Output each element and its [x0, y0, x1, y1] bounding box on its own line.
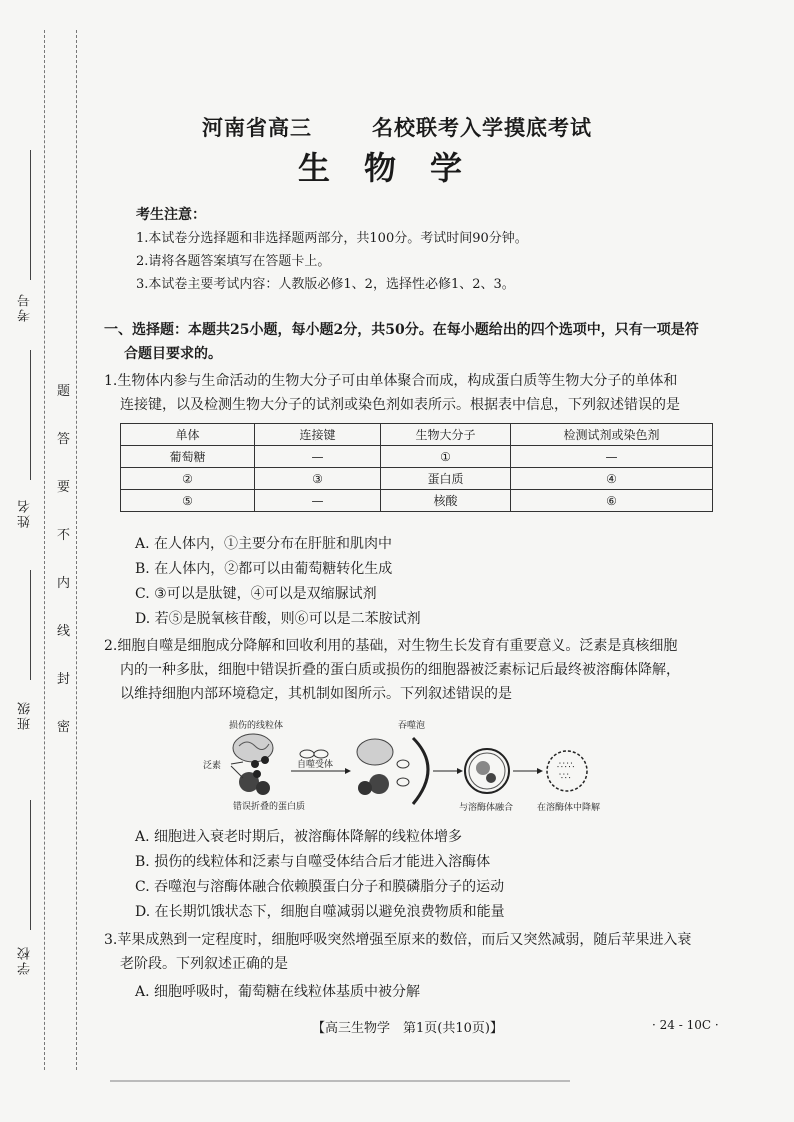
- label-pointer: [231, 762, 243, 764]
- degraded-fragments: ∵∴: [559, 772, 571, 782]
- label-receptor: 自噬受体: [297, 760, 334, 770]
- question-1-stem: [104, 369, 724, 417]
- receptor-shape: [397, 778, 409, 786]
- table-cell: ④: [511, 468, 713, 490]
- table-cell: 蛋白质: [381, 468, 511, 490]
- autophagy-figure: [195, 716, 625, 816]
- seal-word: 题: [57, 384, 71, 399]
- section-heading-line: 合题目要求的。: [124, 346, 222, 362]
- exam-title-left: 河南省高三: [202, 115, 312, 140]
- name-underline: [30, 350, 31, 480]
- seal-word: 封: [57, 672, 71, 687]
- table-header-cell: 单体: [121, 424, 255, 446]
- label-ubiquitin: 泛素: [203, 761, 222, 771]
- exam-title-right: 名校联考入学摸底考试: [372, 115, 592, 140]
- q2-line: 以维持细胞内部环境稳定，其机制如图所示。下列叙述错误的是: [120, 686, 512, 702]
- label-phagophore: 吞噬泡: [398, 721, 426, 731]
- table-cell: ①: [381, 446, 511, 468]
- q2-option-b: B. 损伤的线粒体和泛素与自噬受体结合后才能进入溶酶体: [135, 854, 491, 870]
- q1-table: [120, 423, 713, 512]
- table-cell: 核酸: [381, 490, 511, 512]
- table-cell: ⑤: [121, 490, 255, 512]
- table-row: [121, 490, 713, 512]
- misfolded-protein-blob: [256, 781, 270, 795]
- seal-word: 不: [57, 528, 71, 543]
- protein-blob: [369, 774, 389, 794]
- q3-line: 老阶段。下列叙述正确的是: [120, 956, 288, 972]
- table-cell: —: [511, 446, 713, 468]
- notice-item: 3.本试卷主要考试内容：人教版必修1、2，选择性必修1、2、3。: [136, 277, 515, 292]
- section-heading-line: 一、选择题：本题共25小题，每小题2分，共50分。在每小题给出的四个选项中，只有一项是符: [104, 322, 699, 338]
- q1-option-b: B. 在人体内，②都可以由葡萄糖转化生成: [135, 561, 393, 577]
- table-cell: —: [255, 490, 381, 512]
- q2-line: 内的一种多肽，细胞中错误折叠的蛋白质或损伤的细胞器被泛素标记后最终被溶酶体降解，: [120, 662, 680, 678]
- ubiquitin-dot: [253, 770, 261, 778]
- q1-line: 1.生物体内参与生命活动的生物大分子可由单体聚合而成，构成蛋白质等生物大分子的单体和: [104, 373, 678, 389]
- table-header-row: [121, 424, 713, 446]
- section-heading: [104, 318, 724, 366]
- seal-word: 线: [57, 624, 71, 639]
- subject-title: 生物学: [297, 149, 496, 187]
- class-underline: [30, 570, 31, 680]
- seal-word: 内: [57, 576, 71, 591]
- label-damaged-mito: 损伤的线粒体: [229, 721, 284, 731]
- exam-notice: [136, 204, 528, 296]
- table-header-cell: 生物大分子: [381, 424, 511, 446]
- q2-option-c: C. 吞噬泡与溶酶体融合依赖膜蛋白分子和膜磷脂分子的运动: [135, 879, 505, 895]
- q1-option-c: C. ③可以是肽键，④可以是双缩脲试剂: [135, 586, 377, 602]
- label-pointer: [231, 766, 243, 778]
- q1-line: 连接键，以及检测生物大分子的试剂或染色剂如表所示。根据表中信息，下列叙述错误的是: [120, 397, 680, 413]
- exam-title: [0, 112, 794, 142]
- table-cell: 葡萄糖: [121, 446, 255, 468]
- q3-line: 3.苹果成熟到一定程度时，细胞呼吸突然增强至原来的数倍，而后又突然减弱，随后苹果进入衰: [104, 932, 692, 948]
- cargo-blob: [486, 773, 496, 783]
- seal-word: 密: [57, 720, 71, 735]
- table-header-cell: 连接键: [255, 424, 381, 446]
- notice-heading: 考生注意：: [136, 207, 206, 223]
- receptor-shape: [397, 760, 409, 768]
- class-label: 班级: [18, 700, 33, 730]
- bottom-scan-line: [110, 1080, 570, 1082]
- seal-word: 要: [57, 480, 71, 495]
- q2-option-d: D. 在长期饥饿状态下，细胞自噬减弱以避免浪费物质和能量: [135, 904, 505, 920]
- label-misfolded: 错误折叠的蛋白质: [233, 802, 306, 812]
- ubiquitin-dot: [261, 756, 269, 764]
- protein-blob: [358, 781, 372, 795]
- exam-code: · 24 - 10C ·: [652, 1018, 719, 1032]
- table-row: [121, 446, 713, 468]
- table-cell: —: [255, 446, 381, 468]
- label-fuse: 与溶酶体融合: [459, 803, 514, 813]
- school-underline: [30, 800, 31, 930]
- q1-option-a: A. 在人体内，①主要分布在肝脏和肌肉中: [135, 536, 393, 552]
- receptor-shape: [314, 750, 328, 758]
- school-label: 学校: [18, 945, 33, 975]
- arrowhead: [537, 768, 543, 774]
- name-label: 姓名: [18, 498, 33, 528]
- label-degrade: 在溶酶体中降解: [537, 803, 601, 813]
- cargo-blob: [476, 761, 490, 775]
- seal-word: 答: [57, 432, 71, 447]
- question-3-stem: [104, 928, 724, 976]
- table-header-cell: 检测试剂或染色剂: [511, 424, 713, 446]
- student-id-label: 考号: [18, 292, 33, 322]
- notice-item: 2.请将各题答案填写在答题卡上。: [136, 254, 331, 269]
- question-2-stem: [104, 634, 724, 706]
- arrowhead: [345, 768, 351, 774]
- table-cell: ③: [255, 468, 381, 490]
- ubiquitin-dot: [251, 760, 259, 768]
- q3-option-a: A. 细胞呼吸时，葡萄糖在线粒体基质中被分解: [135, 984, 421, 1000]
- q2-option-a: A. 细胞进入衰老时期后，被溶酶体降解的线粒体增多: [135, 829, 463, 845]
- table-cell: ②: [121, 468, 255, 490]
- arrowhead: [457, 768, 463, 774]
- q1-option-d: D. 若⑤是脱氧核苷酸，则⑥可以是二苯胺试剂: [135, 611, 421, 627]
- mito-shape: [357, 739, 393, 765]
- degraded-fragments: ∴∵∴: [557, 761, 575, 771]
- notice-item: 1.本试卷分选择题和非选择题两部分，共100分。考试时间90分钟。: [136, 231, 528, 246]
- page-footer: 【高三生物学 第1页(共10页)】: [312, 1021, 503, 1036]
- receptor-shape: [300, 750, 314, 758]
- table-cell: ⑥: [511, 490, 713, 512]
- q2-line: 2.细胞自噬是细胞成分降解和回收利用的基础，对生物生长发育有重要意义。泛素是真核细胞: [104, 638, 678, 654]
- table-row: [121, 468, 713, 490]
- phagophore-membrane: [413, 738, 428, 804]
- lysosome: [547, 751, 587, 791]
